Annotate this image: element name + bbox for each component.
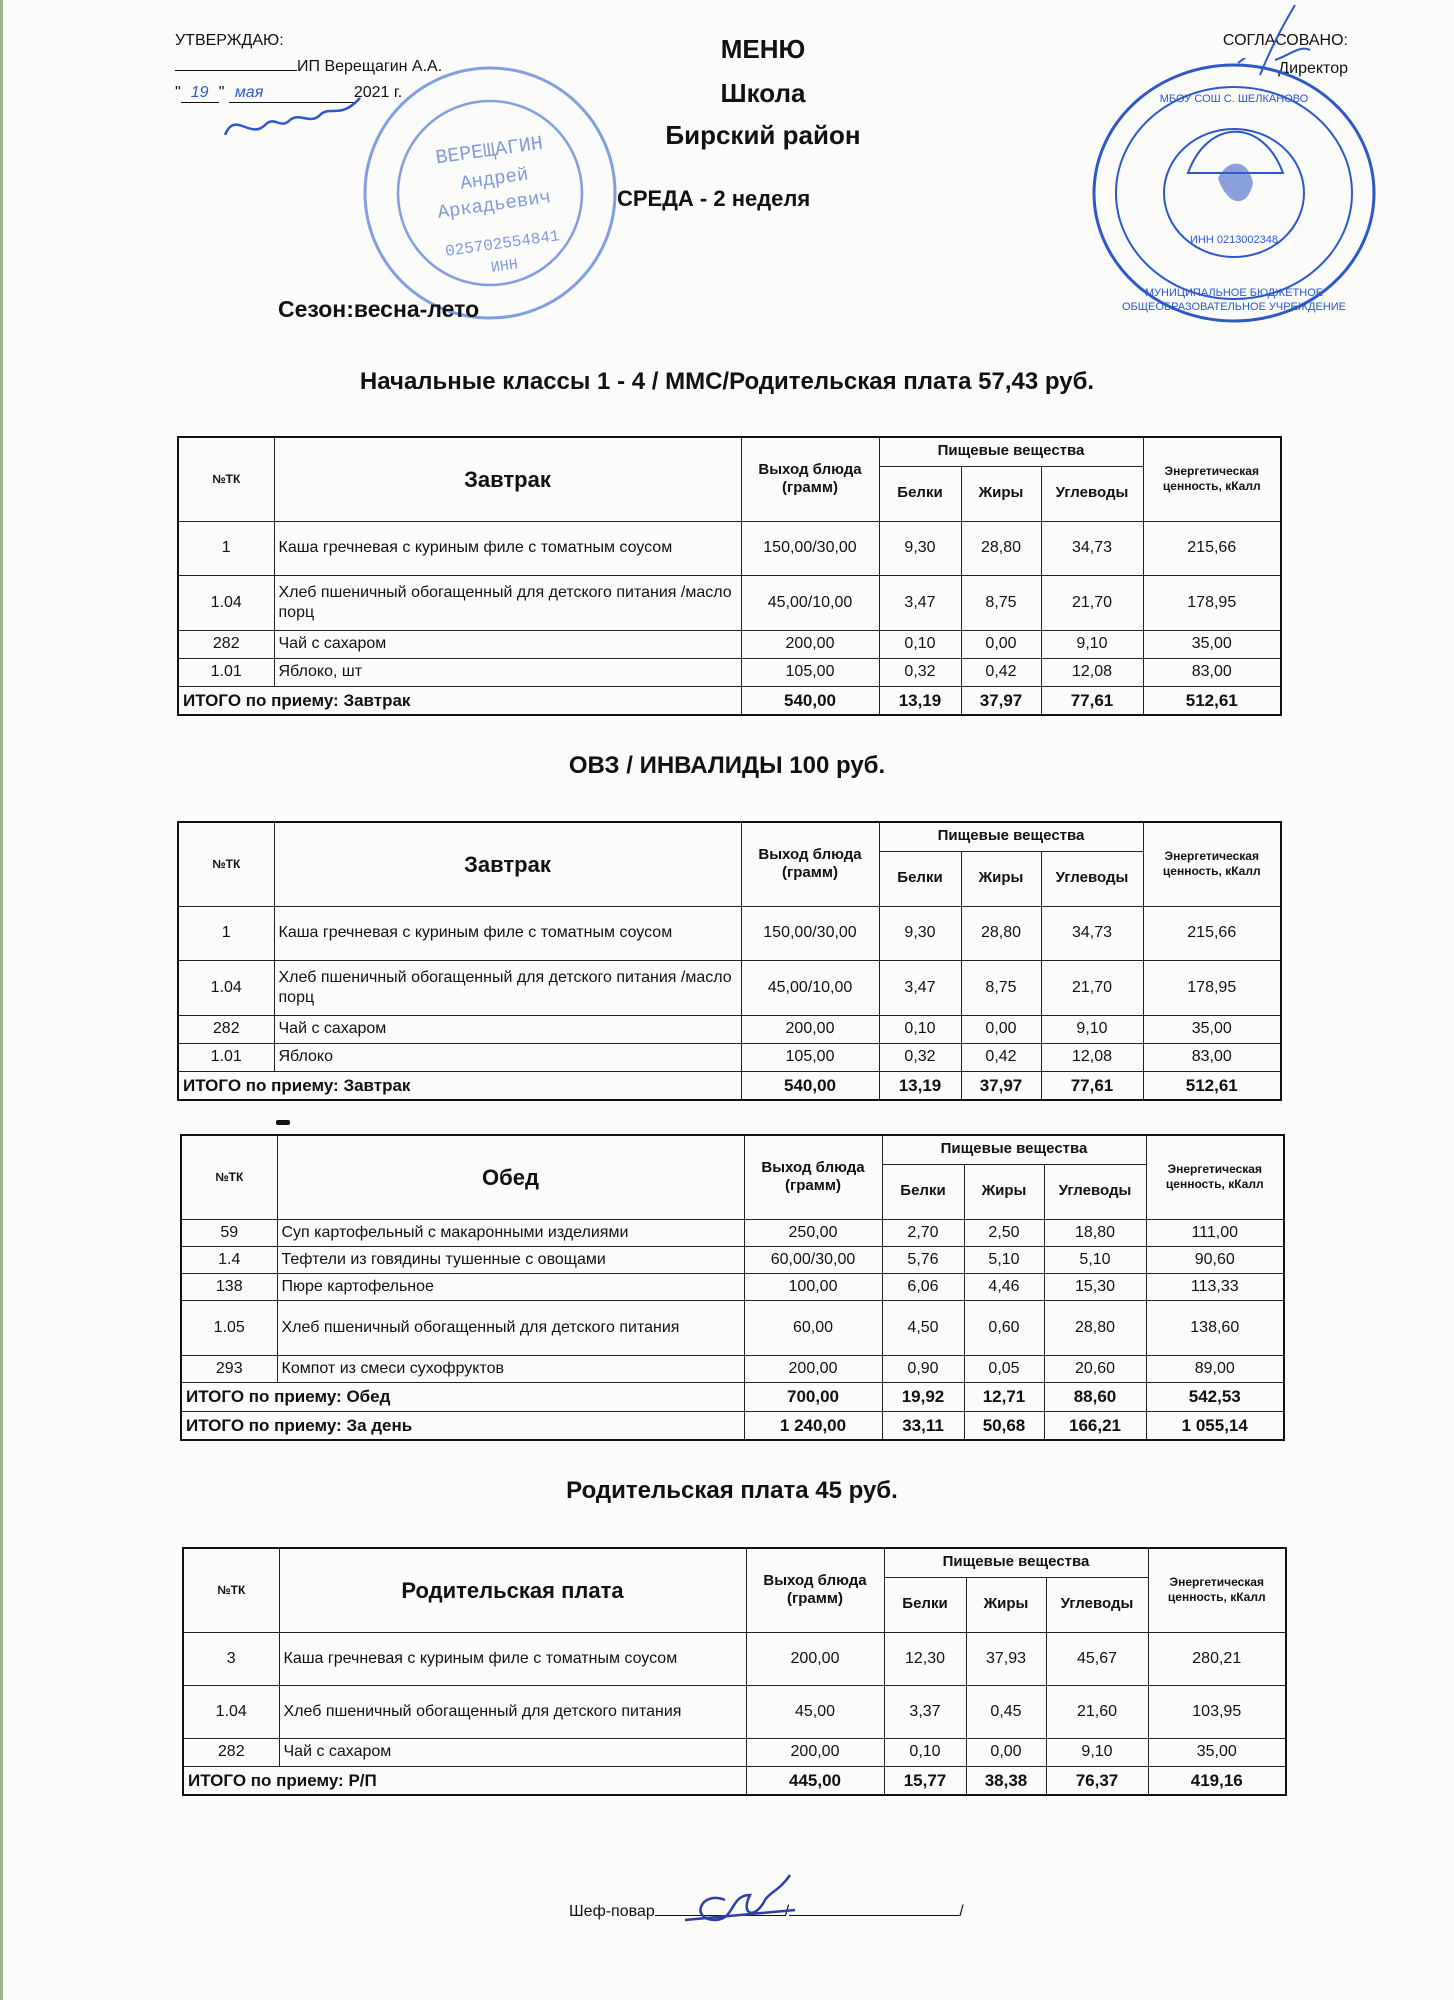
cell-yield: 60,00/30,00 xyxy=(744,1246,882,1273)
total-yield: 700,00 xyxy=(744,1382,882,1411)
approver-name: ИП Верещагин А.А. xyxy=(297,58,443,75)
cell-fat: 28,80 xyxy=(961,521,1041,575)
column-header-yield: Выход блюда (грамм) xyxy=(744,1135,882,1219)
cell-energy: 178,95 xyxy=(1143,960,1281,1015)
column-header-nutrients: Пищевые вещества xyxy=(882,1135,1146,1164)
total-yield: 445,00 xyxy=(746,1766,884,1795)
cell-dish-name: Хлеб пшеничный обогащенный для детского питания xyxy=(279,1685,746,1738)
table-row xyxy=(181,1246,1284,1273)
column-header-fat: Жиры xyxy=(961,466,1041,521)
svg-text:МУНИЦИПАЛЬНОЕ БЮДЖЕТНОЕ: МУНИЦИПАЛЬНОЕ БЮДЖЕТНОЕ xyxy=(1144,287,1324,299)
cell-energy: 35,00 xyxy=(1143,1015,1281,1043)
total-energy: 419,16 xyxy=(1148,1766,1286,1795)
cell-carbs: 9,10 xyxy=(1041,1015,1143,1043)
section-heading-parent-fee: Родительская плата 45 руб. xyxy=(566,1477,898,1504)
cell-carbs: 28,80 xyxy=(1044,1300,1146,1355)
total-fat: 37,97 xyxy=(961,686,1041,715)
cell-dish-name: Компот из смеси сухофруктов xyxy=(277,1355,744,1382)
cell-energy: 103,95 xyxy=(1148,1685,1286,1738)
cell-yield: 200,00 xyxy=(741,630,879,658)
column-header-protein: Белки xyxy=(884,1577,966,1632)
cell-fat: 8,75 xyxy=(961,960,1041,1015)
total-protein: 13,19 xyxy=(879,1071,961,1100)
cell-dish-name: Чай с сахаром xyxy=(279,1738,746,1766)
table-total-row xyxy=(181,1382,1284,1411)
table-total-row xyxy=(178,1071,1281,1100)
cell-carbs: 9,10 xyxy=(1046,1738,1148,1766)
cell-yield: 105,00 xyxy=(741,1043,879,1071)
table-row xyxy=(183,1632,1286,1685)
total-fat: 38,38 xyxy=(966,1766,1046,1795)
cell-fat: 2,50 xyxy=(964,1219,1044,1246)
cell-protein: 4,50 xyxy=(882,1300,964,1355)
cell-protein: 0,32 xyxy=(879,1043,961,1071)
column-header-code: №ТК xyxy=(181,1135,277,1219)
cell-carbs: 21,70 xyxy=(1041,960,1143,1015)
menu-season: Сезон:весна-лето xyxy=(278,296,480,322)
cell-energy: 138,60 xyxy=(1146,1300,1284,1355)
cell-dish-name: Хлеб пшеничный обогащенный для детского питания /масло порц xyxy=(274,575,741,630)
date-year: 2021 г. xyxy=(353,84,403,101)
column-header-dish: Завтрак xyxy=(274,437,741,521)
cell-fat: 0,60 xyxy=(964,1300,1044,1355)
cell-carbs: 34,73 xyxy=(1041,906,1143,960)
table-row xyxy=(181,1355,1284,1382)
cell-energy: 35,00 xyxy=(1143,630,1281,658)
cell-carbs: 20,60 xyxy=(1044,1355,1146,1382)
cell-dish-name: Хлеб пшеничный обогащенный для детского питания xyxy=(277,1300,744,1355)
menu-district: Бирский район xyxy=(665,120,861,150)
scan-edge xyxy=(0,0,3,2000)
table-row xyxy=(178,575,1281,630)
total-carbs: 76,37 xyxy=(1046,1766,1148,1795)
column-header-yield: Выход блюда (грамм) xyxy=(741,437,879,521)
column-header-nutrients: Пищевые вещества xyxy=(884,1548,1148,1577)
cell-code: 282 xyxy=(178,630,274,658)
table-total-row xyxy=(178,686,1281,715)
column-header-nutrients: Пищевые вещества xyxy=(879,822,1143,851)
cell-protein: 3,47 xyxy=(879,575,961,630)
cell-carbs: 21,70 xyxy=(1041,575,1143,630)
cell-code: 293 xyxy=(181,1355,277,1382)
column-header-energy: Энергетическая ценность, кКалл xyxy=(1148,1548,1286,1632)
cell-energy: 215,66 xyxy=(1143,521,1281,575)
cell-carbs: 5,10 xyxy=(1044,1246,1146,1273)
cell-code: 282 xyxy=(183,1738,279,1766)
cell-dish-name: Хлеб пшеничный обогащенный для детского питания /масло порц xyxy=(274,960,741,1015)
entrepreneur-stamp xyxy=(355,58,625,328)
cell-dish-name: Каша гречневая с куриным филе с томатным соусом xyxy=(274,521,741,575)
cell-protein: 3,37 xyxy=(884,1685,966,1738)
menu-table-ovz-breakfast xyxy=(177,821,1282,1101)
total-label: ИТОГО по приему: Р/П xyxy=(183,1766,746,1795)
cell-code: 1 xyxy=(178,906,274,960)
cell-code: 1.01 xyxy=(178,1043,274,1071)
table-total-row xyxy=(181,1411,1284,1440)
cell-carbs: 21,60 xyxy=(1046,1685,1148,1738)
signature-line xyxy=(175,70,297,71)
svg-text:ИНН: ИНН xyxy=(489,256,520,277)
cell-yield: 200,00 xyxy=(741,1015,879,1043)
svg-text:ОБЩЕОБРАЗОВАТЕЛЬНОЕ УЧРЕЖДЕНИЕ: ОБЩЕОБРАЗОВАТЕЛЬНОЕ УЧРЕЖДЕНИЕ xyxy=(1121,301,1347,313)
director-signature xyxy=(1200,0,1320,80)
cell-code: 1.4 xyxy=(181,1246,277,1273)
column-header-protein: Белки xyxy=(879,851,961,906)
column-header-code: №ТК xyxy=(183,1548,279,1632)
table-row xyxy=(183,1738,1286,1766)
chef-name-blank xyxy=(789,1915,959,1916)
cell-carbs: 45,67 xyxy=(1046,1632,1148,1685)
cell-fat: 0,45 xyxy=(966,1685,1046,1738)
total-protein: 15,77 xyxy=(884,1766,966,1795)
total-yield: 540,00 xyxy=(741,686,879,715)
cell-carbs: 12,08 xyxy=(1041,1043,1143,1071)
total-protein: 19,92 xyxy=(882,1382,964,1411)
cell-yield: 45,00/10,00 xyxy=(741,960,879,1015)
menu-day: СРЕДА - 2 неделя xyxy=(617,186,811,211)
section-heading-primary: Начальные классы 1 - 4 / ММС/Родительская плата 57,43 руб. xyxy=(359,368,1095,395)
column-header-protein: Белки xyxy=(882,1164,964,1219)
svg-text:МБОУ СОШ С. ШЕЛКАНОВО: МБОУ СОШ С. ШЕЛКАНОВО xyxy=(1159,93,1309,105)
approval-label: УТВЕРЖДАЮ: xyxy=(175,32,284,49)
column-header-nutrients: Пищевые вещества xyxy=(879,437,1143,466)
cell-fat: 8,75 xyxy=(961,575,1041,630)
table-row xyxy=(178,658,1281,686)
table-row xyxy=(183,1685,1286,1738)
cell-yield: 150,00/30,00 xyxy=(741,906,879,960)
cell-fat: 0,42 xyxy=(961,658,1041,686)
column-header-fat: Жиры xyxy=(961,851,1041,906)
table-total-row xyxy=(183,1766,1286,1795)
total-energy: 1 055,14 xyxy=(1146,1411,1284,1440)
cell-yield: 60,00 xyxy=(744,1300,882,1355)
column-header-dish: Завтрак xyxy=(274,822,741,906)
cell-protein: 9,30 xyxy=(879,906,961,960)
date-month: мая xyxy=(229,84,354,103)
cell-yield: 45,00/10,00 xyxy=(741,575,879,630)
total-carbs: 88,60 xyxy=(1044,1382,1146,1411)
total-yield: 1 240,00 xyxy=(744,1411,882,1440)
cell-code: 1.04 xyxy=(183,1685,279,1738)
cell-dish-name: Чай с сахаром xyxy=(274,1015,741,1043)
svg-text:Андрей: Андрей xyxy=(458,163,530,195)
cell-energy: 215,66 xyxy=(1143,906,1281,960)
cell-energy: 280,21 xyxy=(1148,1632,1286,1685)
cell-carbs: 34,73 xyxy=(1041,521,1143,575)
table-row xyxy=(178,906,1281,960)
column-header-code: №ТК xyxy=(178,822,274,906)
chef-label: Шеф-повар xyxy=(569,1903,655,1920)
cell-code: 59 xyxy=(181,1219,277,1246)
cell-yield: 200,00 xyxy=(744,1355,882,1382)
chef-signature xyxy=(680,1870,800,1930)
cell-energy: 89,00 xyxy=(1146,1355,1284,1382)
table-row xyxy=(178,521,1281,575)
cell-yield: 105,00 xyxy=(741,658,879,686)
cell-protein: 9,30 xyxy=(879,521,961,575)
cell-yield: 100,00 xyxy=(744,1273,882,1300)
cell-code: 1.04 xyxy=(178,960,274,1015)
cell-yield: 45,00 xyxy=(746,1685,884,1738)
cell-fat: 0,00 xyxy=(966,1738,1046,1766)
agreed-label: СОГЛАСОВАНО: xyxy=(1222,32,1348,49)
cell-carbs: 12,08 xyxy=(1041,658,1143,686)
cell-energy: 111,00 xyxy=(1146,1219,1284,1246)
cell-dish-name: Тефтели из говядины тушенные с овощами xyxy=(277,1246,744,1273)
menu-table-primary-breakfast xyxy=(177,436,1282,716)
cell-protein: 5,76 xyxy=(882,1246,964,1273)
column-header-carbs: Углеводы xyxy=(1041,466,1143,521)
cell-energy: 83,00 xyxy=(1143,1043,1281,1071)
column-header-dish: Родительская плата xyxy=(279,1548,746,1632)
cell-energy: 113,33 xyxy=(1146,1273,1284,1300)
cell-dish-name: Пюре картофельное xyxy=(277,1273,744,1300)
total-carbs: 77,61 xyxy=(1041,1071,1143,1100)
menu-subtitle: Школа xyxy=(720,78,806,108)
section-heading-ovz: ОВЗ / ИНВАЛИДЫ 100 руб. xyxy=(568,752,886,779)
cell-fat: 0,00 xyxy=(961,630,1041,658)
total-carbs: 77,61 xyxy=(1041,686,1143,715)
cell-carbs: 15,30 xyxy=(1044,1273,1146,1300)
cell-dish-name: Чай с сахаром xyxy=(274,630,741,658)
column-header-yield: Выход блюда (грамм) xyxy=(746,1548,884,1632)
column-header-protein: Белки xyxy=(879,466,961,521)
column-header-fat: Жиры xyxy=(964,1164,1044,1219)
cell-code: 1 xyxy=(178,521,274,575)
total-fat: 50,68 xyxy=(964,1411,1044,1440)
cell-energy: 178,95 xyxy=(1143,575,1281,630)
total-label: ИТОГО по приему: Завтрак xyxy=(178,686,741,715)
total-carbs: 166,21 xyxy=(1044,1411,1146,1440)
total-protein: 33,11 xyxy=(882,1411,964,1440)
total-energy: 542,53 xyxy=(1146,1382,1284,1411)
table-header-row xyxy=(181,1135,1284,1164)
column-header-energy: Энергетическая ценность, кКалл xyxy=(1146,1135,1284,1219)
menu-table-ovz-lunch xyxy=(180,1134,1285,1441)
cell-code: 1.01 xyxy=(178,658,274,686)
cell-fat: 0,00 xyxy=(961,1015,1041,1043)
cell-dish-name: Суп картофельный с макаронными изделиями xyxy=(277,1219,744,1246)
total-label: ИТОГО по приему: Завтрак xyxy=(178,1071,741,1100)
cell-code: 282 xyxy=(178,1015,274,1043)
cell-carbs: 18,80 xyxy=(1044,1219,1146,1246)
total-energy: 512,61 xyxy=(1143,686,1281,715)
cell-protein: 0,10 xyxy=(879,1015,961,1043)
cell-yield: 200,00 xyxy=(746,1632,884,1685)
table-header-row xyxy=(183,1548,1286,1577)
menu-table-parent-fee xyxy=(182,1547,1287,1796)
cell-yield: 250,00 xyxy=(744,1219,882,1246)
cell-fat: 0,05 xyxy=(964,1355,1044,1382)
table-row xyxy=(181,1273,1284,1300)
total-protein: 13,19 xyxy=(879,686,961,715)
date-day: 19 xyxy=(181,84,219,103)
column-header-energy: Энергетическая ценность, кКалл xyxy=(1143,822,1281,906)
table-row xyxy=(178,960,1281,1015)
cell-fat: 0,42 xyxy=(961,1043,1041,1071)
svg-text:Аркадьевич: Аркадьевич xyxy=(436,186,553,224)
total-label: ИТОГО по приему: Обед xyxy=(181,1382,744,1411)
chef-signature-line: Шеф-повар / / xyxy=(569,1903,964,1920)
column-header-yield: Выход блюда (грамм) xyxy=(741,822,879,906)
total-energy: 512,61 xyxy=(1143,1071,1281,1100)
approval-date: " 19 " мая 2021 г. xyxy=(175,84,403,101)
cell-protein: 0,10 xyxy=(879,630,961,658)
column-header-code: №ТК xyxy=(178,437,274,521)
cell-protein: 12,30 xyxy=(884,1632,966,1685)
column-header-carbs: Углеводы xyxy=(1044,1164,1146,1219)
cell-protein: 6,06 xyxy=(882,1273,964,1300)
cell-energy: 83,00 xyxy=(1143,658,1281,686)
cell-dish-name: Яблоко xyxy=(274,1043,741,1071)
total-label: ИТОГО по приему: За день xyxy=(181,1411,744,1440)
cell-protein: 2,70 xyxy=(882,1219,964,1246)
cell-energy: 35,00 xyxy=(1148,1738,1286,1766)
cell-code: 3 xyxy=(183,1632,279,1685)
cell-code: 1.04 xyxy=(178,575,274,630)
total-fat: 37,97 xyxy=(961,1071,1041,1100)
svg-text:025702554841: 025702554841 xyxy=(444,227,561,261)
cell-energy: 90,60 xyxy=(1146,1246,1284,1273)
column-header-fat: Жиры xyxy=(966,1577,1046,1632)
table-row xyxy=(178,1015,1281,1043)
table-row xyxy=(181,1300,1284,1355)
cell-dish-name: Яблоко, шт xyxy=(274,658,741,686)
svg-text:ИНН 0213002348: ИНН 0213002348 xyxy=(1189,234,1279,246)
column-header-dish: Обед xyxy=(277,1135,744,1219)
cell-fat: 5,10 xyxy=(964,1246,1044,1273)
total-fat: 12,71 xyxy=(964,1382,1044,1411)
cell-protein: 0,32 xyxy=(879,658,961,686)
cell-protein: 0,10 xyxy=(884,1738,966,1766)
agreed-role: Директор xyxy=(1278,60,1348,77)
menu-title: МЕНЮ xyxy=(720,34,806,64)
cell-code: 1.05 xyxy=(181,1300,277,1355)
cell-yield: 200,00 xyxy=(746,1738,884,1766)
cell-code: 138 xyxy=(181,1273,277,1300)
approver-signature xyxy=(220,90,370,150)
table-row xyxy=(178,1043,1281,1071)
cell-protein: 0,90 xyxy=(882,1355,964,1382)
cell-protein: 3,47 xyxy=(879,960,961,1015)
cell-fat: 4,46 xyxy=(964,1273,1044,1300)
table-row xyxy=(178,630,1281,658)
column-header-carbs: Углеводы xyxy=(1041,851,1143,906)
table-header-row xyxy=(178,822,1281,851)
school-stamp xyxy=(1088,58,1380,328)
cell-dish-name: Каша гречневая с куриным филе с томатным соусом xyxy=(274,906,741,960)
cell-carbs: 9,10 xyxy=(1041,630,1143,658)
cell-dish-name: Каша гречневая с куриным филе с томатным соусом xyxy=(279,1632,746,1685)
scan-mark xyxy=(276,1120,290,1125)
column-header-carbs: Углеводы xyxy=(1046,1577,1148,1632)
cell-fat: 37,93 xyxy=(966,1632,1046,1685)
table-row xyxy=(181,1219,1284,1246)
cell-fat: 28,80 xyxy=(961,906,1041,960)
svg-text:ВЕРЕЩАГИН: ВЕРЕЩАГИН xyxy=(434,132,545,171)
table-header-row xyxy=(178,437,1281,466)
cell-yield: 150,00/30,00 xyxy=(741,521,879,575)
column-header-energy: Энергетическая ценность, кКалл xyxy=(1143,437,1281,521)
total-yield: 540,00 xyxy=(741,1071,879,1100)
